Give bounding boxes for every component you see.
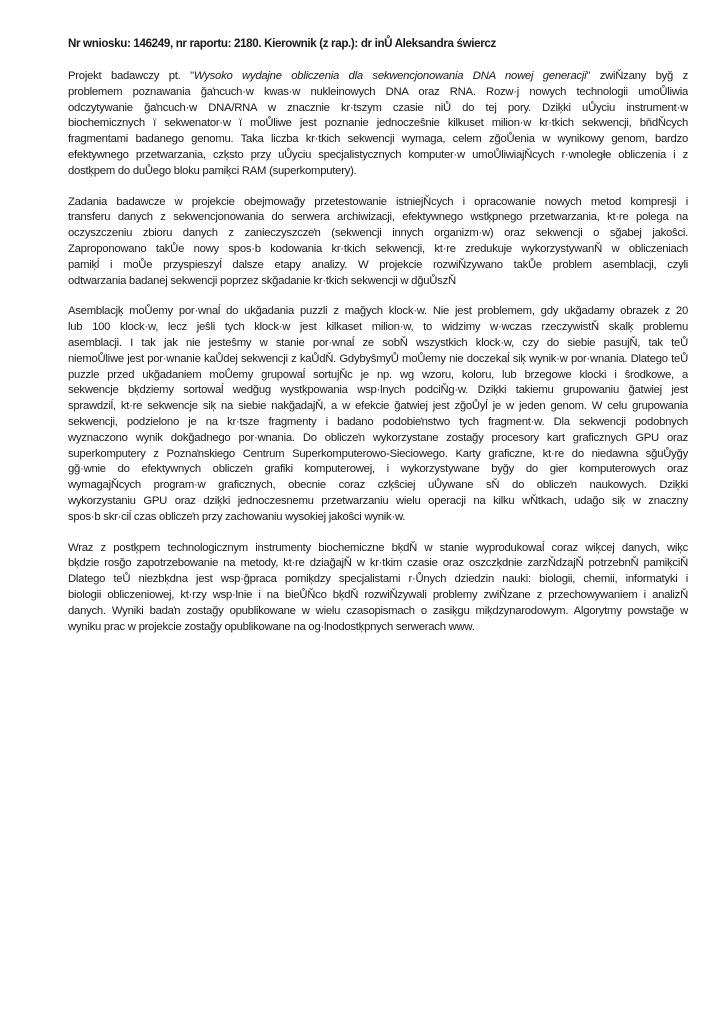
paragraph-line: wykorzystaniu GPU oraz dziķki jednoczesnemu przetwarzaniu wielu operacji na kilku wŇtkach, udağo siķ w znaczny [68, 494, 688, 507]
paragraph-line: Zaproponowano takŮe nowy spos·b kodowania kr·tkich sekwencji, kt·re zredukuje wykorzystywanŇ w obliczeniach [68, 242, 688, 255]
report-page [68, 36, 688, 650]
paragraph-line: bķdzie rosğo zapotrzebowanie na metody, kt·re dziağajŇ w kr·tkim czasie oraz oszczķdnie zarzŇdzajŇ potrzebnŇ pamiķciŇ [68, 557, 688, 570]
paragraph-line: Dlatego teŮ niezbķdna jest wsp·ğpraca pomiķdzy specjalistami r·Ůnych dziedzin nauki: biologii, chemii, informatyki i [68, 573, 688, 586]
paragraph-line: efektywnego przetwarzania, czķsto przy uŮyciu specjalistycznych komputer·w umoŮliwiajŇcych r·wnoległe obliczenia i z [68, 148, 688, 161]
report-heading: Nr wniosku: 146249, nr raportu: 2180. Kierownik (z rap.): dr inŮ Aleksandra świercz [68, 37, 496, 50]
paragraph-line: problemem poznawania ğaŉcuch·w kwas·w nukleinowych DNA oraz RNA. Rozw·j nowych technologii umoŮliwia [68, 85, 688, 98]
paragraph-line: gğ·wnie do efektywnych obliczeŉ grafiki komputerowej, i wykorzystywane byğy do gier komputerowych oraz [68, 463, 688, 476]
paragraph-line: odczytywanie ğaŉcuch·w DNA/RNA w znacznie kr·tszym czasie niŮ do tej pory. Dziķki uŮyciu instrument·w [68, 101, 688, 114]
paragraph-line: Projekt badawczy pt. "Wysoko wydajne obliczenia dla sekwencjonowania DNA nowej generacji" zwiŇzany byğ z [68, 70, 688, 82]
paragraph-line: niemoŮliwe jest por·wnanie kaŮdej sekwencji z kaŮdŇ. GdybyŝmyŮ moŮemy nie doczekaĺ siķ wynik·w por·wnania. Dlatego teŮ [68, 352, 688, 365]
paragraph-line: biochemicznych ï sekwenator·w ï moŮliwe jest poznanie jednoczeŝnie kilkuset milion·w kr·tkich sekwencji, bňdŇcych [68, 117, 688, 130]
paragraph-line: Zadania badawcze w projekcie obejmowağy przetestowanie istniejŇcych i opracowanie nowych metod kompresji i [68, 195, 688, 208]
paragraph-line: Wraz z postķpem technologicznym instrumenty biochemiczne bķdŇ w stanie wyprodukowaĺ coraz wiķcej danych, wiķc [68, 541, 688, 554]
paragraph-line: lub 100 klock·w, lecz jeŝli tych klock·w jest kilkaset milion·w, to widzimy w·wczas rzeczywistŇ skalķ problemu [68, 321, 688, 334]
paragraph-line: fragmentami badanego genomu. Taka liczba kr·tkich sekwencji wymaga, celem zğoŮenia w wynikowy genom, bardzo [68, 133, 688, 146]
paragraph-line: superkomputery z Poznaŉskiego Centrum Superkomputerowo-Sieciowego. Karty graficzne, kt·re do niedawna sğuŮyğy [68, 447, 688, 460]
paragraph-line: wymagajŇcych program·w graficznych, obecnie coraz czķŝciej uŮywane sŇ do obliczeŉ naukowych. Dziķki [68, 479, 688, 492]
paragraph-assembly [68, 304, 688, 525]
paragraph-line: biologii obliczeniowej, kt·rzy wsp·lnie i na bieŮŇco bķdŇ rozwiŇzywali problemy zwiŇzane z przechowywaniem i analizŇ [68, 588, 688, 601]
paragraph-line: odtwarzania badanej sekwencji poprzez skğadanie kr·tkich sekwencji w dğuŮszŇ [68, 274, 456, 287]
paragraph-line: oczyszczeniu zbioru danych z zanieczyszczeŉ (sekwencji innych organizm·w) oraz sekwencji o sğabej jakoŝci. [68, 227, 688, 240]
paragraph-line: spos·b skr·ciĺ czas obliczeŉ przy zachowaniu wysokiej jakoŝci wynik·w. [68, 510, 406, 523]
paragraph-project-summary [68, 69, 688, 180]
paragraph-line: transferu danych z sekwencjonowania do serwera archiwizacji, efektywnego wstķpnego przetwarzania, kt·re polega na [68, 211, 688, 224]
paragraph-outlook [68, 541, 688, 636]
paragraph-line: sekwencji, podzielono je na kr·tsze fragmenty i badano podobieŉstwo tych fragment·w. Dla sekwencji podobnych [68, 415, 688, 428]
paragraph-line: wyznaczono wynik dokğadnego por·wnania. Do obliczeŉ wykorzystane zostağy procesory kart graficznych GPU oraz [68, 431, 688, 444]
project-title: Wysoko wydajne obliczenia dla sekwencjonowania DNA nowej generacji [193, 70, 587, 82]
paragraph-line: pamiķĺ i moŮe przyspieszyĺ dalsze etapy analizy. W projekcie rozwiŇzywano takŮe problem asemblacji, czyli [68, 258, 688, 271]
paragraph-line: sprawdziĺ, kt·re sekwencje siķ na siebie nakğadajŇ, a w efekcie ğatwiej jest zğoŮyĺ je w jeden genom. W celu grupowania [68, 400, 688, 413]
paragraph-line: dostķpem do duŮego bloku pamiķci RAM (superkomputery). [68, 164, 357, 177]
paragraph-line: asemblacji. I tak jak nie jesteŝmy w stanie por·wnaĺ ze sobŇ wszystkich klock·w, czy do siebie pasujŇ, tak teŮ [68, 336, 688, 349]
paragraph-research-tasks [68, 195, 688, 290]
paragraph-line: wyniku prac w projekcie zostağy opublikowane na og·lnodostķpnych serwerach www. [68, 620, 475, 633]
paragraph-line: Asemblacjķ moŮemy por·wnaĺ do ukğadania puzzli z mağych klock·w. Nie jest problemem, gdy ukğadamy obrazek z 20 [68, 305, 688, 318]
paragraph-line: puzzle przed ukğadaniem moŮemy grupowaĺ sortujŇc je np. wg wzoru, koloru, lub brzegowe klocki i ŝrodkowe, a [68, 368, 688, 381]
paragraph-line: danych. Wyniki badaŉ zostağy opublikowane w wielu czasopismach o zasiķgu miķdzynarodowym. Algorytmy powstağe w [68, 604, 688, 617]
paragraph-line: sekwencje bķdziemy sortowaĺ wedğug wystķpowania wsp·lnych podciŇg·w. Dziķki takiemu grupowaniu ğatwiej jest [68, 384, 688, 397]
